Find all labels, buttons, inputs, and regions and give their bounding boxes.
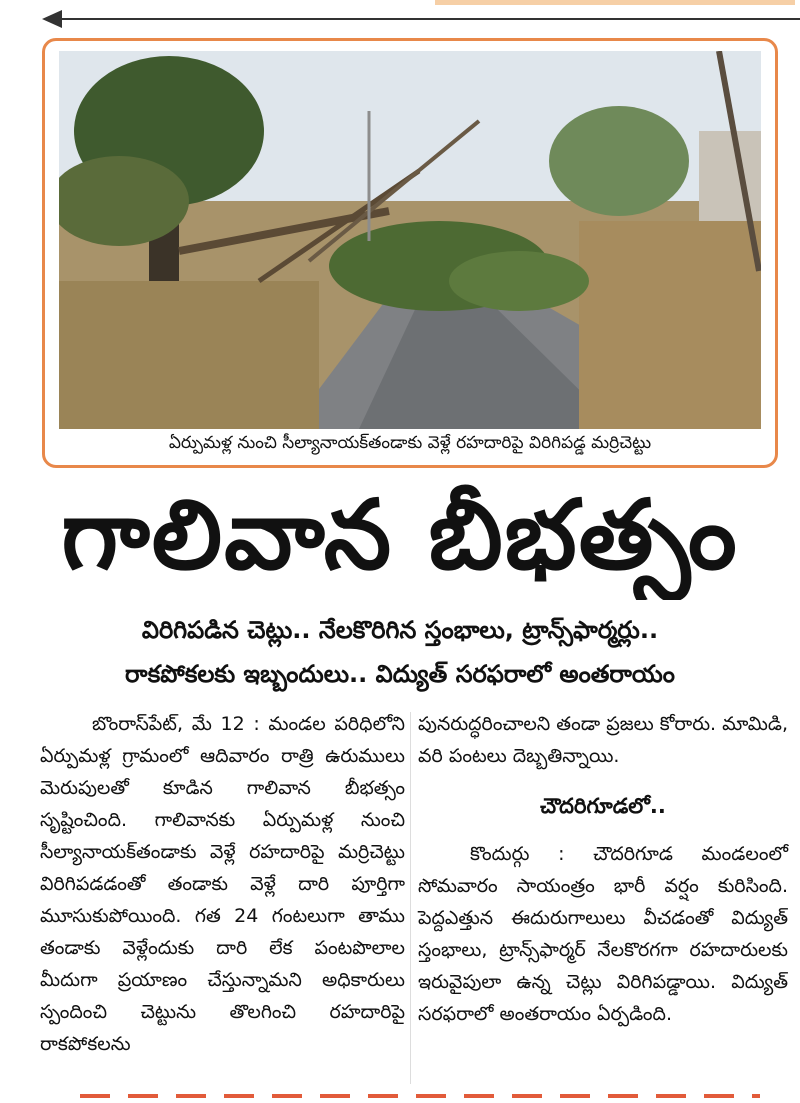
article-paragraph: కొందుర్గు : చౌదరిగూడ మండలంలో సోమవారం సాయంత్రం భారీ వర్షం కురిసింది. పెద్దఎత్తున ఈదురుగాలులు వీచడంతో విద్యుత్‌ స్తంభాలు, ట్రాన్స్‌ఫార్మర్‌ నేలకొరగగా రహదారులకు ఇరువైపులా ఉన్న చెట్లు విరిగిపడ్డాయి. విద్యుత్‌ సరఫరాలో అంతరాయం ఏర్పడింది. xyxy=(418,843,788,1025)
fallen-tree-photo xyxy=(59,51,761,429)
top-divider-line xyxy=(60,18,800,20)
section-heading: చౌదరిగూడలో.. xyxy=(540,794,666,818)
article-column-left xyxy=(40,708,405,1060)
headline: గాలివాన బీభత్సం xyxy=(61,479,739,591)
article-column-right xyxy=(418,708,788,1030)
previous-article-strip xyxy=(0,0,800,30)
article-paragraph: బొంరాస్‌పేట్‌, మే 12 : మండల పరిధిలోని ఏర్పుమళ్ల గ్రామంలో ఆదివారం రాత్రి ఉరుములు మెరుపులతో కూడిన గాలివాన బీభత్సం సృష్టించింది. గాలివానకు ఏర్పుమళ్ల నుంచి సీల్యానాయక్‌తండాకు వెళ్లే రహదారిపై మర్రిచెట్టు విరిగిపడడంతో తండాకు వెళ్లే దారి పూర్తిగా మూసుకుపోయింది. గత 24 గంటలుగా తాము తండాకు వెళ్లేందుకు దారి లేక పంటపొలాల మీదుగా ప్రయాణం చేస్తున్నామని అధికారులు స్పందించి చెట్టును తొలగించి రహదారిపై రాకపోకలను xyxy=(40,713,405,1055)
top-color-band xyxy=(435,0,795,5)
column-divider xyxy=(410,712,411,1084)
subheadline-2: రాకపోకలకు ఇబ్బందులు.. విద్యుత్‌ సరఫరాలో అంతరాయం xyxy=(125,660,675,688)
arrow-left-icon xyxy=(42,10,62,28)
road-scene-illustration xyxy=(59,51,761,429)
photo-caption: ఏర్పుమళ్ల నుంచి సీల్యానాయక్‌తండాకు వెళ్లే రహదారిపై విరిగిపడ్డ మర్రిచెట్టు xyxy=(168,433,652,453)
next-article-strip xyxy=(0,1090,800,1103)
photo-frame xyxy=(42,38,778,468)
article-paragraph: పునరుద్ధరించాలని తండా ప్రజలు కోరారు. మామిడి, వరి పంటలు దెబ్బతిన్నాయి. xyxy=(418,713,788,767)
bottom-divider-line xyxy=(80,1094,760,1098)
subheadline-1: విరిగిపడిన చెట్లు.. నేలకొరిగిన స్తంభాలు, ట్రాన్స్‌ఫార్మర్లు.. xyxy=(141,616,659,644)
